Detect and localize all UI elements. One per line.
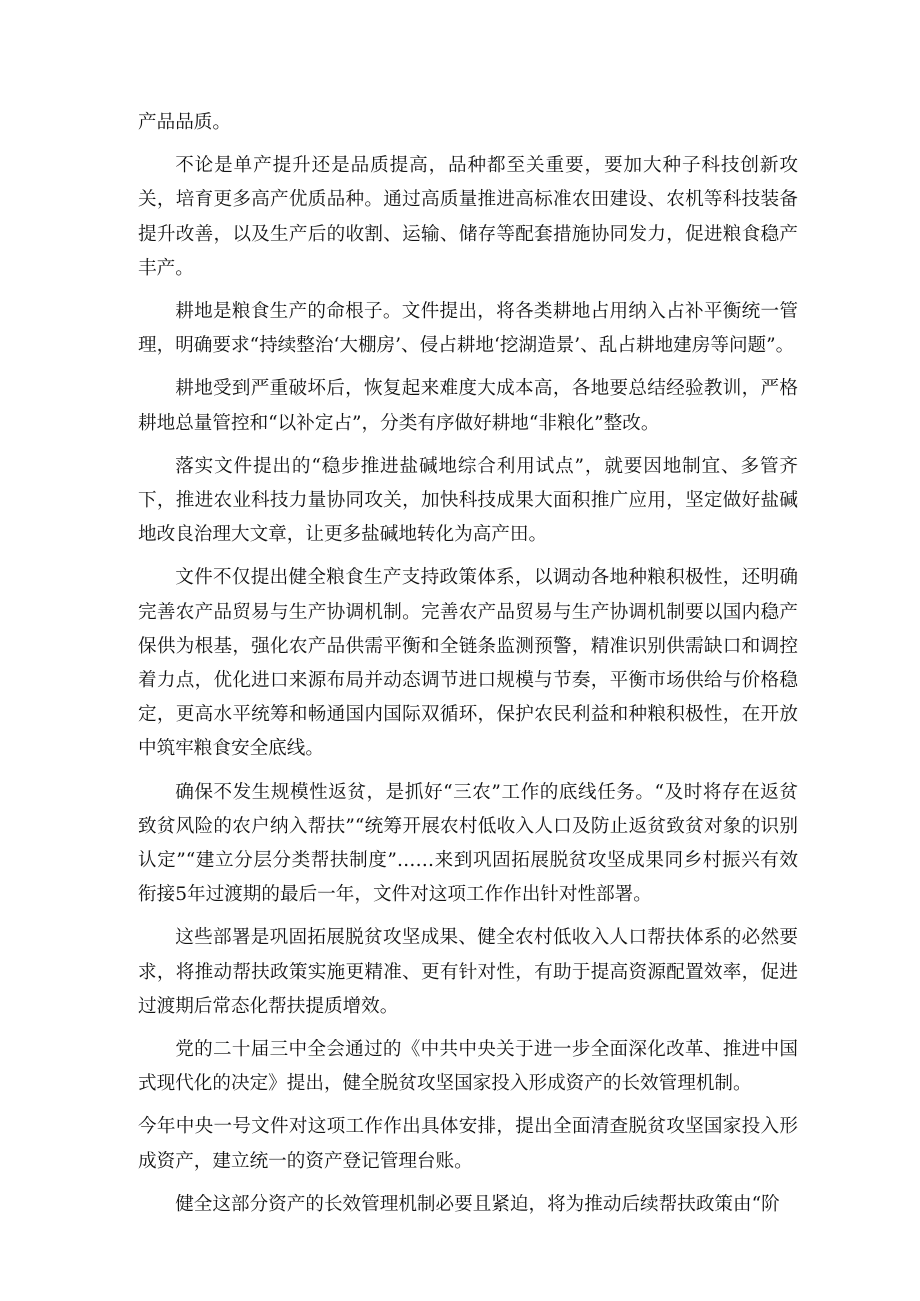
paragraph: 不论是单产提升还是品质提高，品种都至关重要，要加大种子科技创新攻关，培育更多高产优质品种。通过高质量推进高标准农田建设、农机等科技装备提升改善，以及生产后的收割、运输、储存等配套措施协同发力，促进粮食稳产丰产。 — [138, 155, 798, 279]
paragraph: 文件不仅提出健全粮食生产支持政策体系，以调动各地种粮积极性，还明确完善农产品贸易与生产协调机制。完善农产品贸易与生产协调机制要以国内稳产保供为根基，强化农产品供需平衡和全链条监测预警，精准识别供需缺口和调控着力点，优化进口来源布局并动态调节进口规模与节奏，平衡市场供给与价格稳定，更高水平统筹和畅通国内国际双循环，保护农民利益和种粮积极性，在开放中筑牢粮食安全底线。 — [138, 567, 798, 760]
paragraph: 党的二十届三中全会通过的《中共中央关于进一步全面深化改革、推进中国式现代化的决定》提出，健全脱贫攻坚国家投入形成资产的长效管理机制。 — [138, 1039, 798, 1095]
paragraph: 耕地受到严重破坏后，恢复起来难度大成本高，各地要总结经验教训，严格耕地总量管控和“以补定占”，分类有序做好耕地“非粮化”整改。 — [138, 378, 798, 434]
paragraph: 落实文件提出的“稳步推进盐碱地综合利用试点”，就要因地制宜、多管齐下，推进农业科技力量协同攻关，加快科技成果大面积推广应用，坚定做好盐碱地改良治理大文章，让更多盐碱地转化为高产田。 — [138, 455, 798, 546]
paragraph: 健全这部分资产的长效管理机制必要且紧迫，将为推动后续帮扶政策由“阶 — [175, 1193, 780, 1215]
paragraph: 确保不发生规模性返贫，是抓好“三农”工作的底线任务。“及时将存在返贫致贫风险的农户纳入帮扶”“统筹开展农村低收入人口及防止返贫致贫对象的识别认定”“建立分层分类帮扶制度”……来到巩固拓展脱贫攻坚成果同乡村振兴有效衔接5年过渡期的最后一年，文件对这项工作作出针对性部署。 — [138, 781, 798, 906]
document-body — [138, 106, 798, 1231]
paragraph: 今年中央一号文件对这项工作作出具体安排，提出全面清查脱贫攻坚国家投入形成资产，建立统一的资产登记管理台账。 — [138, 1116, 798, 1172]
paragraph: 耕地是粮食生产的命根子。文件提出，将各类耕地占用纳入占补平衡统一管理，明确要求“持续整治‘大棚房’、侵占耕地‘挖湖造景’、乱占耕地建房等问题”。 — [138, 301, 798, 357]
paragraph: 产品品质。 — [138, 112, 231, 133]
paragraph: 这些部署是巩固拓展脱贫攻坚成果、健全农村低收入人口帮扶体系的必然要求，将推动帮扶政策实施更精准、更有针对性，有助于提高资源配置效率，促进过渡期后常态化帮扶提质增效。 — [138, 927, 798, 1017]
